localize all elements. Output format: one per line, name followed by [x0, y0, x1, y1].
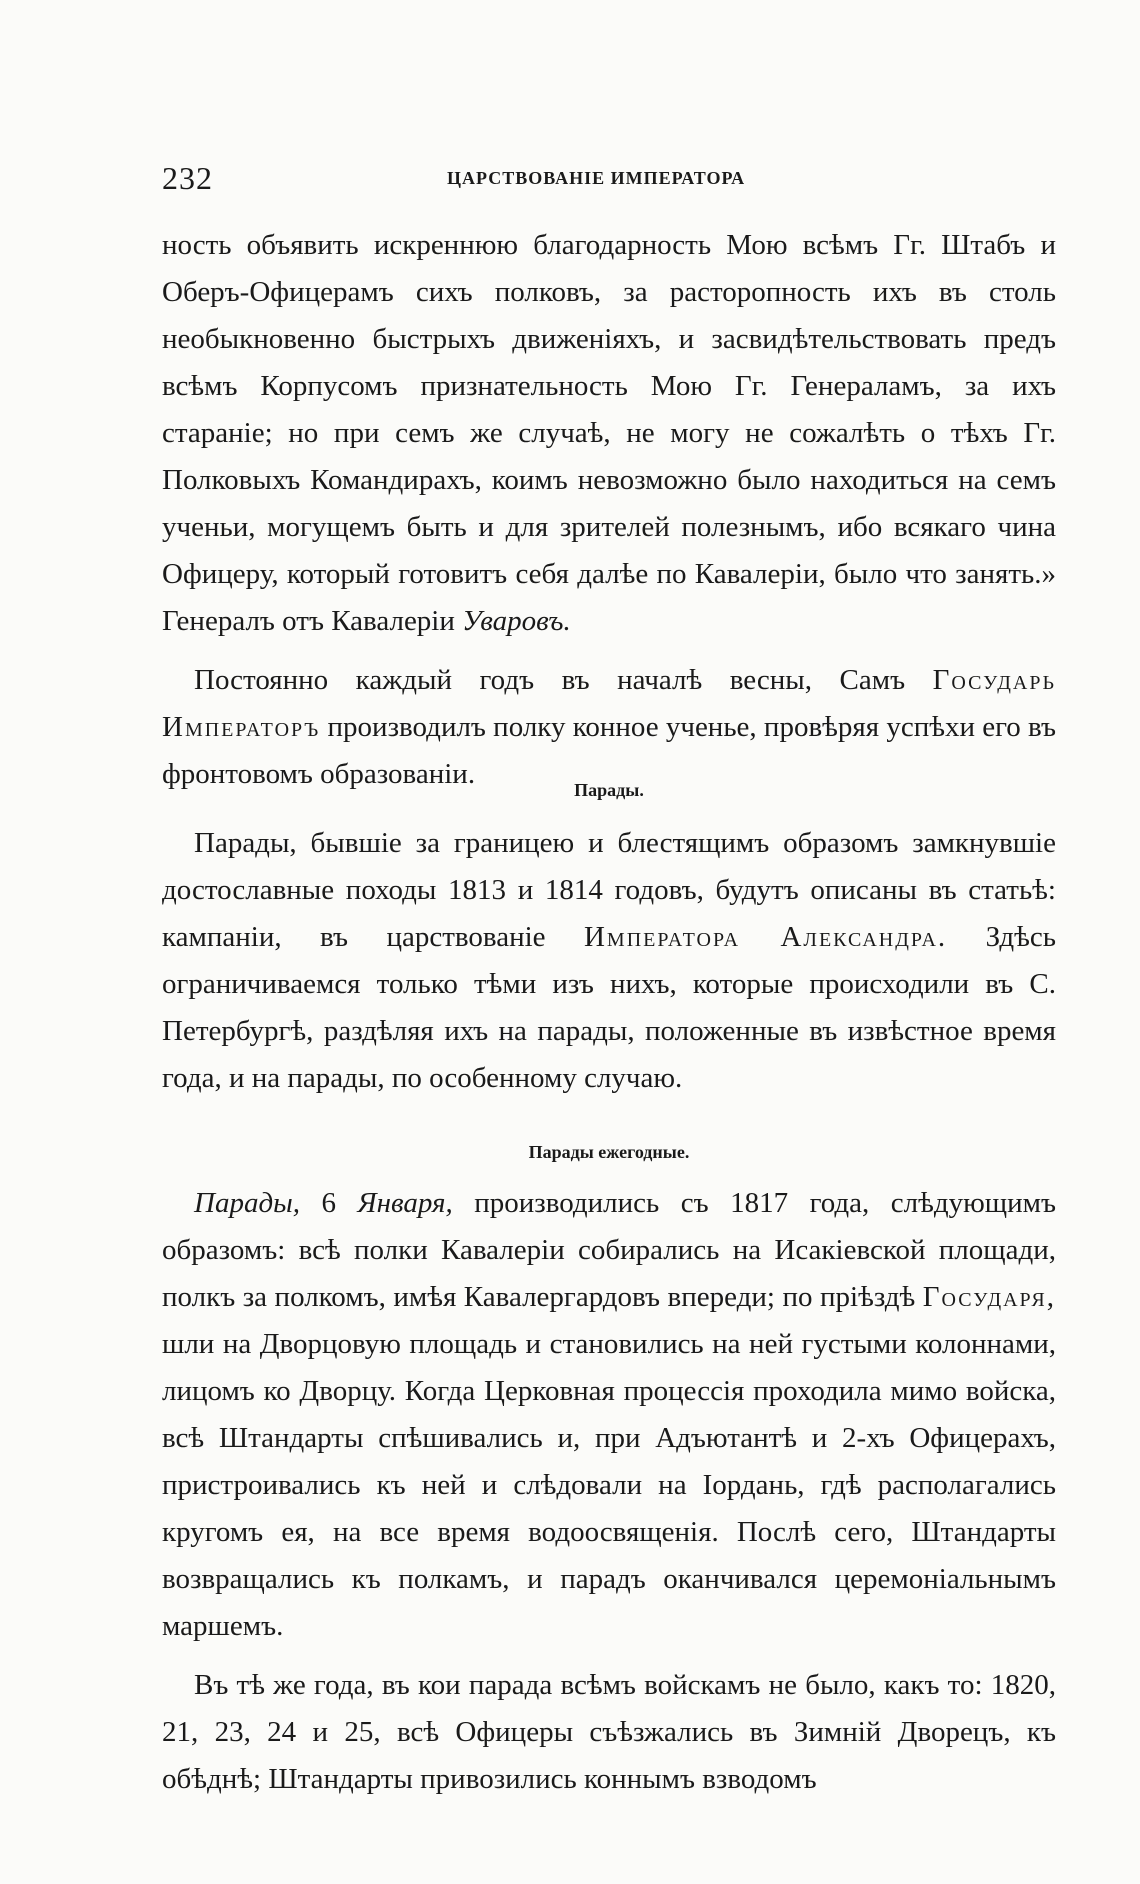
paragraph-january-parades	[162, 1180, 1056, 1650]
section-heading-annual-parades: Парады ежегодные.	[528, 1142, 690, 1162]
spring-drill-text-a: Постоянно каждый годъ въ началѣ весны, Самъ	[194, 664, 933, 696]
parades-italic: Парады,	[194, 1187, 301, 1219]
january-italic: Января,	[357, 1187, 453, 1219]
paragraph-parades	[162, 820, 1056, 1102]
january-text-a: 6	[300, 1187, 358, 1219]
spring-drill-text-b: производилъ полку конное ученье, провѣряя успѣхи его въ фронтовомъ образованіи.	[162, 711, 1056, 790]
paragraph-same-years	[162, 1662, 1056, 1803]
january-text-b: производились съ 1817 года, слѣдующимъ образомъ: всѣ полки Кавалеріи собирались на Исакіевской площади, полкъ за полкомъ, имѣя Кавалергардовъ впереди; по пріѣздѣ	[162, 1187, 1056, 1313]
text-block-parades	[162, 820, 1056, 1102]
section-heading-parades: Парады.	[574, 780, 644, 800]
sovereign: Государя,	[922, 1281, 1056, 1313]
text-block-annual	[162, 1180, 1056, 1803]
running-head	[162, 160, 1052, 200]
paragraph-spring-drill	[162, 657, 1056, 798]
parades-text-b: Здѣсь ограничиваемся только тѣми изъ нихъ, которые происходили въ С. Петербургѣ, раздѣляя ихъ на парады, положенные въ извѣстное время года, и на парады, по особенному случаю.	[162, 921, 1057, 1094]
running-title: ЦАРСТВОВАНІЕ ИМПЕРАТОРА	[447, 168, 746, 188]
emperor-alexander: Императора Александра.	[583, 921, 948, 953]
signature-name: Уваровъ.	[462, 605, 571, 637]
same-years-text: Въ тѣ же года, въ кои парада всѣмъ войскамъ не было, какъ то: 1820, 21, 23, 24 и 25, всѣ Офицеры съѣзжались въ Зимній Дворецъ, къ обѣднѣ; Штандарты привозились коннымъ взводомъ	[162, 1669, 1056, 1795]
sovereign-emperor: Государь Императоръ	[162, 664, 1056, 743]
order-text: ность объявить искреннюю благодарность Мою всѣмъ Гг. Штабъ и Оберъ-Офицерамъ сихъ полковъ, за расторопность ихъ въ столь необыкновенно быстрыхъ движеніяхъ, и засвидѣтельствовать предъ всѣмъ Корпусомъ признательность Мою Гг. Генераламъ, за ихъ стараніе; но при семъ же случаѣ, не могу не сожалѣть о тѣхъ Гг. Полковыхъ Командирахъ, коимъ невозможно было находиться на семъ ученьи, могущемъ быть и для зрителей полезнымъ, ибо всякаго чина Офицеру, который готовитъ себя далѣе по Кавалеріи, было что занять.» Генералъ отъ Кавалеріи	[162, 229, 1056, 637]
january-text-c: шли на Дворцовую площадь и становились на ней густыми колоннами, лицомъ ко Дворцу. Когда Церковная процессія проходила мимо войска, всѣ Штандарты спѣшивались и, при Адъютантѣ и 2-хъ Офицерахъ, пристроивались къ ней и слѣдовали на Іордань, гдѣ располагались кругомъ ея, на все время водоосвященія. Послѣ сего, Штандарты возвращались къ полкамъ, и парадъ оканчивался церемоніальнымъ маршемъ.	[162, 1328, 1056, 1642]
text-block-top	[162, 222, 1056, 798]
page-number: 232	[162, 160, 213, 196]
parades-text-a: Парады, бывшіе за границею и блестящимъ образомъ замкнувшіе достославные походы 1813 и 1814 годовъ, будутъ описаны въ статьѣ: кампаніи, въ царствованіе	[162, 827, 1056, 953]
paragraph-order-text	[162, 222, 1056, 645]
